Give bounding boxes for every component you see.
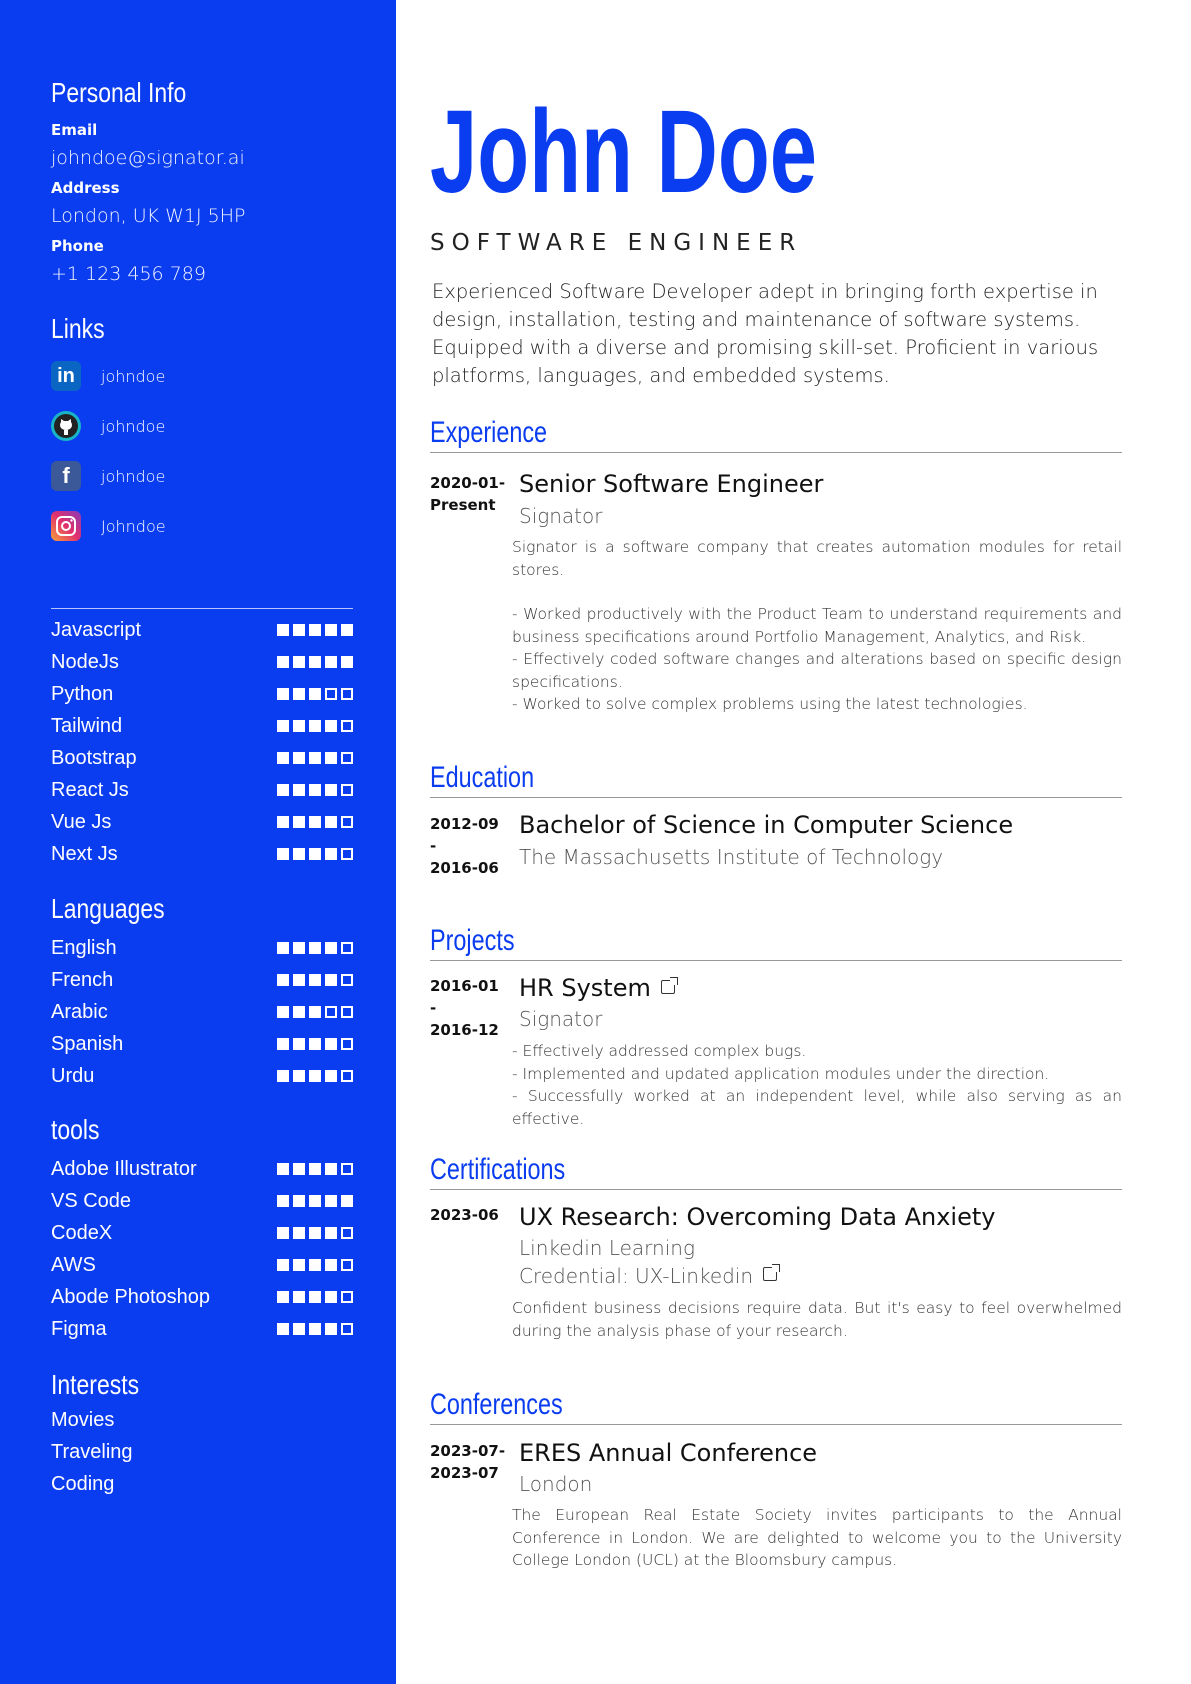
tool-row <box>51 1313 353 1345</box>
rating-square <box>325 784 337 796</box>
section-heading-text: Projects <box>430 924 515 957</box>
date-end: 2016-06 <box>430 859 499 877</box>
tools-heading: tools <box>51 1114 100 1145</box>
address-label: Address <box>51 179 120 197</box>
rating-square <box>309 1227 321 1239</box>
tool-row <box>51 1249 353 1281</box>
rating-square <box>309 1291 321 1303</box>
certification-credential <box>519 1263 777 1289</box>
skill-row <box>51 742 353 774</box>
rating-square <box>293 656 305 668</box>
skill-name: Tailwind <box>51 714 123 737</box>
rating-square <box>341 1038 353 1050</box>
skill-row <box>51 774 353 806</box>
rating-square <box>277 656 289 668</box>
rating-square <box>277 784 289 796</box>
rating-square <box>341 688 353 700</box>
summary: Experienced Software Developer adept in bringing forth expertise in design, installation, testing and maintenance of software systems. Equipped with a diverse and promising skill-set. Proficient in various platforms, languages, and embedded systems. <box>432 280 1099 387</box>
sidebar <box>0 0 396 1684</box>
rating-square <box>293 1163 305 1175</box>
rating-square <box>309 720 321 732</box>
skill-rating <box>277 656 353 668</box>
skill-rating <box>277 784 353 796</box>
skill-name: React Js <box>51 778 129 801</box>
skill-name: Next Js <box>51 842 118 865</box>
rating-square <box>325 688 337 700</box>
rating-square <box>309 1259 321 1271</box>
links-heading: Links <box>51 313 105 344</box>
date-start: 2023-07- <box>430 1442 506 1460</box>
rating-square <box>293 1259 305 1271</box>
credential-text: Credential: UX-Linkedin <box>519 1264 754 1288</box>
rating-square <box>277 1195 289 1207</box>
rating-square <box>309 942 321 954</box>
rating-square <box>309 1163 321 1175</box>
link-text: johndoe <box>101 366 166 386</box>
languages-heading: Languages <box>51 893 165 924</box>
project-bullet: - Implemented and updated application modules under the direction. <box>512 1064 1050 1083</box>
rating-square <box>341 752 353 764</box>
tool-rating <box>277 1291 353 1303</box>
section-heading-text: Education <box>430 761 535 794</box>
rating-square <box>293 1195 305 1207</box>
rating-square <box>293 688 305 700</box>
experience-heading <box>430 414 1122 453</box>
rating-square <box>293 624 305 636</box>
projects-date <box>430 975 510 1041</box>
linkedin-icon: in <box>51 361 81 391</box>
rating-square <box>293 752 305 764</box>
skill-rating <box>277 848 353 860</box>
rating-square <box>309 848 321 860</box>
tool-name: Adobe Illustrator <box>51 1157 197 1180</box>
rating-square <box>341 784 353 796</box>
rating-square <box>293 848 305 860</box>
project-company: Signator <box>519 1007 603 1031</box>
rating-square <box>341 1006 353 1018</box>
skill-row <box>51 710 353 742</box>
language-name: French <box>51 968 114 991</box>
language-rating <box>277 974 353 986</box>
language-rating <box>277 1006 353 1018</box>
rating-square <box>325 1163 337 1175</box>
skill-row <box>51 678 353 710</box>
job-title: SOFTWARE ENGINEER <box>430 230 803 256</box>
language-rating <box>277 942 353 954</box>
link-text: johndoe <box>101 466 166 486</box>
skill-row <box>51 806 353 838</box>
rating-square <box>325 974 337 986</box>
language-row <box>51 1028 353 1060</box>
phone-value[interactable]: +1 123 456 789 <box>51 263 206 285</box>
address-value: London, UK W1J 5HP <box>51 205 246 227</box>
sidebar-divider <box>51 608 353 609</box>
language-name: Urdu <box>51 1064 95 1087</box>
date-start: 2020-01- <box>430 474 506 492</box>
instagram-icon <box>51 511 81 541</box>
language-row <box>51 1060 353 1092</box>
project-name: HR System <box>519 974 651 1002</box>
section-heading-text: Conferences <box>430 1388 563 1421</box>
interest-item: Coding <box>51 1473 115 1495</box>
rating-square <box>341 1163 353 1175</box>
rating-square <box>341 1323 353 1335</box>
experience-summary: Signator is a software company that creates automation modules for retail stores. <box>512 538 1122 579</box>
rating-square <box>325 752 337 764</box>
rating-square <box>309 656 321 668</box>
tool-name: AWS <box>51 1253 96 1276</box>
rating-square <box>277 816 289 828</box>
date-end: Present <box>430 496 496 514</box>
rating-square <box>309 1038 321 1050</box>
rating-square <box>325 1227 337 1239</box>
rating-square <box>341 1195 353 1207</box>
github-icon <box>51 411 81 441</box>
personal-info-heading: Personal Info <box>51 77 187 108</box>
email-label: Email <box>51 121 98 139</box>
phone-label: Phone <box>51 237 104 255</box>
skill-row <box>51 646 353 678</box>
experience-description <box>512 536 1122 716</box>
rating-square <box>325 1195 337 1207</box>
rating-square <box>341 624 353 636</box>
conferences-heading <box>430 1386 1122 1425</box>
rating-square <box>293 1323 305 1335</box>
rating-square <box>277 1323 289 1335</box>
rating-square <box>277 624 289 636</box>
rating-square <box>277 720 289 732</box>
tool-row <box>51 1153 353 1185</box>
rating-square <box>341 720 353 732</box>
facebook-icon: f <box>51 461 81 491</box>
rating-square <box>277 1038 289 1050</box>
skill-name: Python <box>51 682 114 705</box>
tool-row <box>51 1217 353 1249</box>
rating-square <box>277 1070 289 1082</box>
link-facebook[interactable] <box>51 458 165 494</box>
rating-square <box>309 1070 321 1082</box>
interest-item: Movies <box>51 1409 115 1431</box>
skill-rating <box>277 688 353 700</box>
education-school: The Massachusetts Institute of Technology <box>519 845 944 869</box>
skill-rating <box>277 816 353 828</box>
project-bullet: - Successfully worked at an independent level, while also serving as an effective. <box>512 1087 1122 1128</box>
link-text: johndoe <box>101 416 166 436</box>
skill-name: Vue Js <box>51 810 112 833</box>
interest-item: Traveling <box>51 1441 133 1463</box>
rating-square <box>277 1163 289 1175</box>
section-heading-text: Experience <box>430 416 548 449</box>
project-title <box>519 973 675 1003</box>
rating-square <box>325 1070 337 1082</box>
date-end: 2023-07 <box>430 1464 499 1482</box>
rating-square <box>309 624 321 636</box>
skill-rating <box>277 752 353 764</box>
rating-square <box>293 974 305 986</box>
rating-square <box>325 1038 337 1050</box>
language-rating <box>277 1070 353 1082</box>
experience-role: Senior Software Engineer <box>519 470 824 498</box>
rating-square <box>325 656 337 668</box>
rating-square <box>293 942 305 954</box>
tool-row <box>51 1185 353 1217</box>
project-bullet: - Effectively addressed complex bugs. <box>512 1042 807 1060</box>
certification-issuer: Linkedin Learning <box>519 1236 695 1260</box>
link-text: Johndoe <box>101 516 166 536</box>
rating-square <box>277 1006 289 1018</box>
certification-description: Confident business decisions require data. But it's easy to feel overwhelmed during the analysis phase of your research. <box>512 1299 1122 1340</box>
tool-name: CodeX <box>51 1221 113 1244</box>
skill-name: Bootstrap <box>51 746 137 769</box>
rating-square <box>341 974 353 986</box>
experience-bullet: - Worked productively with the Product Team to understand requirements and business specifications around Portfolio Management, Analytics, and Risk. <box>512 605 1122 646</box>
rating-square <box>309 1323 321 1335</box>
education-heading <box>430 759 1122 798</box>
tool-name: Figma <box>51 1317 107 1340</box>
rating-square <box>309 816 321 828</box>
skill-rating <box>277 624 353 636</box>
rating-square <box>293 1006 305 1018</box>
conference-date <box>430 1440 510 1484</box>
rating-square <box>277 942 289 954</box>
tool-rating <box>277 1163 353 1175</box>
experience-date <box>430 472 510 516</box>
rating-square <box>325 1291 337 1303</box>
experience-bullet: - Worked to solve complex problems using the latest technologies. <box>512 695 1028 713</box>
skill-name: NodeJs <box>51 650 119 673</box>
interests-heading: Interests <box>51 1369 140 1400</box>
tool-name: Abode Photoshop <box>51 1285 211 1308</box>
date-start: 2016-01 - <box>430 977 499 1017</box>
tool-rating <box>277 1323 353 1335</box>
rating-square <box>277 752 289 764</box>
language-name: Spanish <box>51 1032 124 1055</box>
skill-name: Javascript <box>51 618 142 641</box>
rating-square <box>341 848 353 860</box>
rating-square <box>325 1323 337 1335</box>
external-link-icon[interactable] <box>763 1267 777 1281</box>
rating-square <box>309 784 321 796</box>
rating-square <box>293 1227 305 1239</box>
rating-square <box>341 816 353 828</box>
rating-square <box>325 848 337 860</box>
rating-square <box>309 1195 321 1207</box>
link-instagram[interactable] <box>51 508 166 544</box>
rating-square <box>293 1038 305 1050</box>
tool-rating <box>277 1195 353 1207</box>
rating-square <box>341 1070 353 1082</box>
candidate-name: John Doe <box>430 86 818 218</box>
rating-square <box>309 974 321 986</box>
certification-date: 2023-06 <box>430 1206 499 1224</box>
skill-row <box>51 614 353 646</box>
rating-square <box>293 1070 305 1082</box>
link-github[interactable] <box>51 408 165 444</box>
section-heading-text: Certifications <box>430 1153 566 1186</box>
skill-row <box>51 838 353 870</box>
rating-square <box>277 1259 289 1271</box>
rating-square <box>325 816 337 828</box>
language-row <box>51 996 353 1028</box>
tool-name: VS Code <box>51 1189 132 1212</box>
rating-square <box>277 848 289 860</box>
rating-square <box>325 1006 337 1018</box>
tool-row <box>51 1281 353 1313</box>
language-row <box>51 932 353 964</box>
projects-heading <box>430 922 1122 961</box>
rating-square <box>277 688 289 700</box>
email-value[interactable]: johndoe@signator.ai <box>51 147 245 169</box>
education-date <box>430 813 510 879</box>
language-rating <box>277 1038 353 1050</box>
experience-bullet: - Effectively coded software changes and alterations based on specific design specifications. <box>512 650 1122 691</box>
rating-square <box>309 1006 321 1018</box>
rating-square <box>309 688 321 700</box>
rating-square <box>277 1227 289 1239</box>
skill-rating <box>277 720 353 732</box>
rating-square <box>341 1259 353 1271</box>
conference-location: London <box>519 1472 593 1496</box>
rating-square <box>341 656 353 668</box>
rating-square <box>277 974 289 986</box>
external-link-icon[interactable] <box>661 980 675 994</box>
certifications-heading <box>430 1151 1122 1190</box>
project-description <box>512 1040 1122 1130</box>
date-end: 2016-12 <box>430 1021 499 1039</box>
rating-square <box>341 1291 353 1303</box>
language-name: Arabic <box>51 1000 108 1023</box>
rating-square <box>293 816 305 828</box>
language-row <box>51 964 353 996</box>
rating-square <box>325 720 337 732</box>
tool-rating <box>277 1227 353 1239</box>
rating-square <box>293 720 305 732</box>
certification-name: UX Research: Overcoming Data Anxiety <box>519 1203 996 1231</box>
rating-square <box>293 1291 305 1303</box>
rating-square <box>277 1291 289 1303</box>
education-degree: Bachelor of Science in Computer Science <box>519 811 1014 839</box>
experience-company: Signator <box>519 504 603 528</box>
link-linkedin[interactable] <box>51 358 165 394</box>
rating-square <box>309 752 321 764</box>
date-start: 2012-09 - <box>430 815 499 855</box>
rating-square <box>325 942 337 954</box>
rating-square <box>341 942 353 954</box>
rating-square <box>325 624 337 636</box>
rating-square <box>325 1259 337 1271</box>
conference-name: ERES Annual Conference <box>519 1439 818 1467</box>
tool-rating <box>277 1259 353 1271</box>
language-name: English <box>51 936 117 959</box>
conference-description: The European Real Estate Society invites participants to the Annual Conference in London. We are delighted to welcome you to the University College London (UCL) at the Bloomsbury campus. <box>512 1506 1122 1569</box>
rating-square <box>341 1227 353 1239</box>
rating-square <box>293 784 305 796</box>
